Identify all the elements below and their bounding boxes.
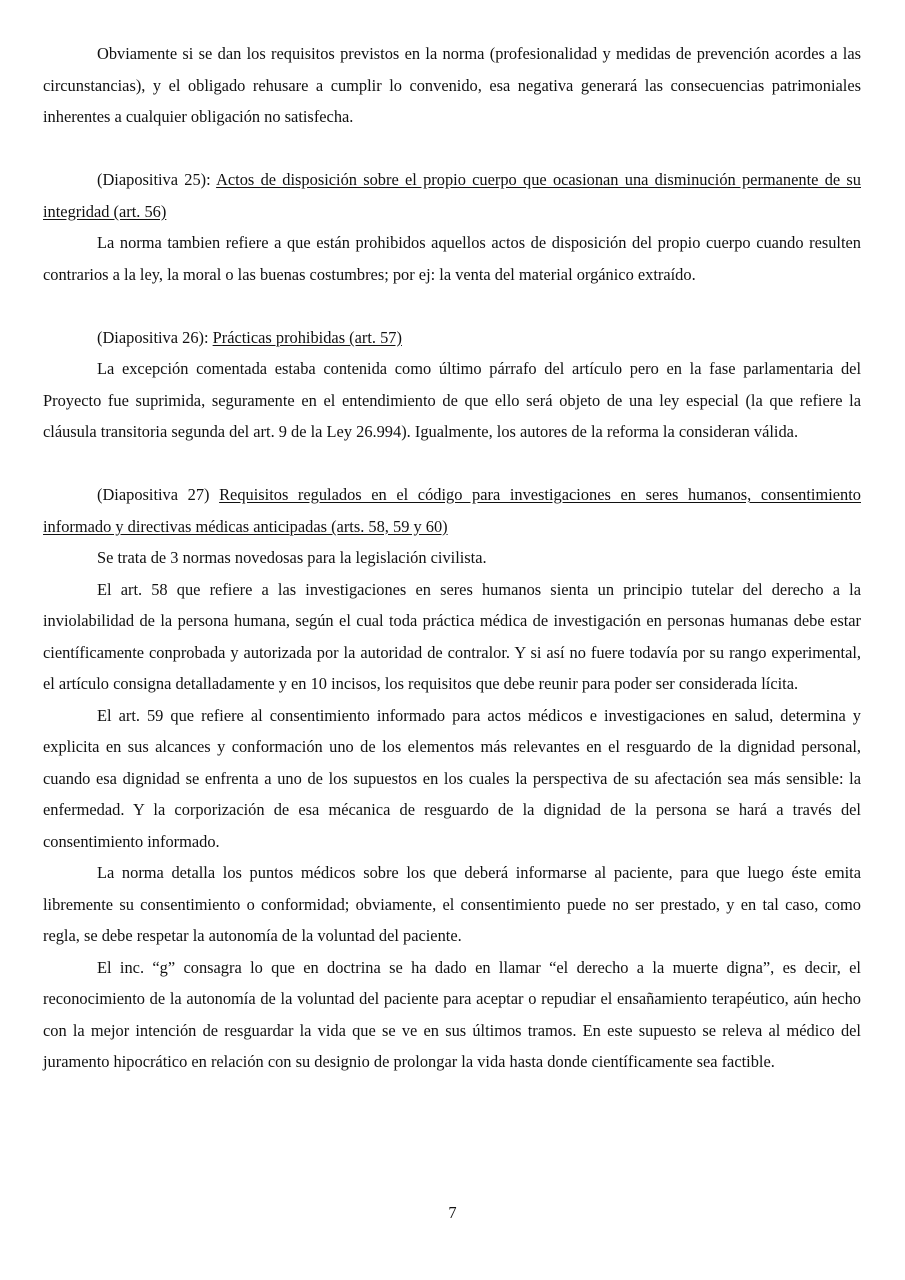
paragraph: Obviamente si se dan los requisitos previstos en la norma (profesionalidad y medidas de prevención acordes a las circunstancias), y el obligado rehusare a cumplir lo convenido, esa negativa generará las consecuencias patrimoniales inherentes a cualquier obligación no satisfecha.: [43, 44, 861, 126]
heading-prefix: (Diapositiva 26):: [97, 327, 213, 347]
paragraph: El inc. “g” consagra lo que en doctrina se ha dado en llamar “el derecho a la muerte digna”, es decir, el reconocimiento de la autonomía de la voluntad del paciente para aceptar o repudiar el ensañamiento terapéutico, aún hecho con la mejor intención de resguardar la vida que se ve en sus últimos tramos. En este supuesto se releva al médico del juramento hipocrático en relación con su designio de prolongar la vida hasta donde científicamente sea factible.: [43, 957, 861, 1071]
heading-diapositiva-26: [43, 322, 861, 354]
paragraph: El art. 59 que refiere al consentimiento informado para actos médicos e investigaciones en salud, determina y explicita en sus alcances y conformación uno de los elementos más relevantes en el resguardo de la dignidad personal, cuando esa dignidad se enfrenta a uno de los supuestos en los cuales la perspectiva de su afectación sea más sensible: la enfermedad. Y la corporización de esa mécanica de resguardo de la dignidad de la persona se hará a través del consentimiento informado.: [43, 705, 861, 851]
page-number: 7: [448, 1203, 457, 1222]
paragraph: Se trata de 3 normas novedosas para la legislación civilista.: [97, 548, 487, 567]
heading-title: Requisitos regulados en el código para investigaciones en seres humanos, consentimiento informado y directivas médicas anticipadas (arts. 58, 59 y 60): [43, 485, 861, 536]
heading-prefix: (Diapositiva 25):: [97, 170, 217, 189]
heading-diapositiva-27: [43, 479, 861, 542]
paragraph: La norma tambien refiere a que están prohibidos aquellos actos de disposición del propio cuerpo cuando resulten contrarios a la ley, la moral o las buenas costumbres; por ej: la venta del material orgánico extraído.: [43, 233, 861, 284]
paragraph: El art. 58 que refiere a las investigaciones en seres humanos sienta un principio tutelar del derecho a la inviolabilidad de la persona humana, según el cual toda práctica médica de investigación en personas humanas debe estar científicamente conprobada y autorizada por la autoridad de contralor. Y si así no fuere todavía por su rango experimental, el artículo consigna detalladamente y en 10 incisos, los requisitos que debe reunir para poder ser considerada lícita.: [43, 579, 861, 693]
heading-title: Actos de disposición sobre el propio cuerpo que ocasionan una disminución permanente de su integridad (art. 56): [43, 170, 861, 221]
heading-title: Prácticas prohibidas (art. 57): [212, 327, 402, 347]
heading-diapositiva-25: [43, 164, 861, 227]
document-page: [43, 38, 861, 1078]
heading-prefix: (Diapositiva 27): [97, 485, 220, 504]
paragraph: La excepción comentada estaba contenida como último párrafo del artículo pero en la fase parlamentaria del Proyecto fue suprimida, seguramente en el entendimiento de que ello será objeto de una ley especial (la que refiere la cláusula transitoria segunda del art. 9 de la Ley 26.994). Igualmente, los autores de la reforma la consideran válida.: [43, 359, 861, 441]
paragraph: La norma detalla los puntos médicos sobre los que deberá informarse al paciente, para que luego éste emita libremente su consentimiento o conformidad; obviamente, el consentimiento puede no ser prestado, y en tal caso, como regla, se debe respetar la autonomía de la voluntad del paciente.: [43, 863, 861, 945]
